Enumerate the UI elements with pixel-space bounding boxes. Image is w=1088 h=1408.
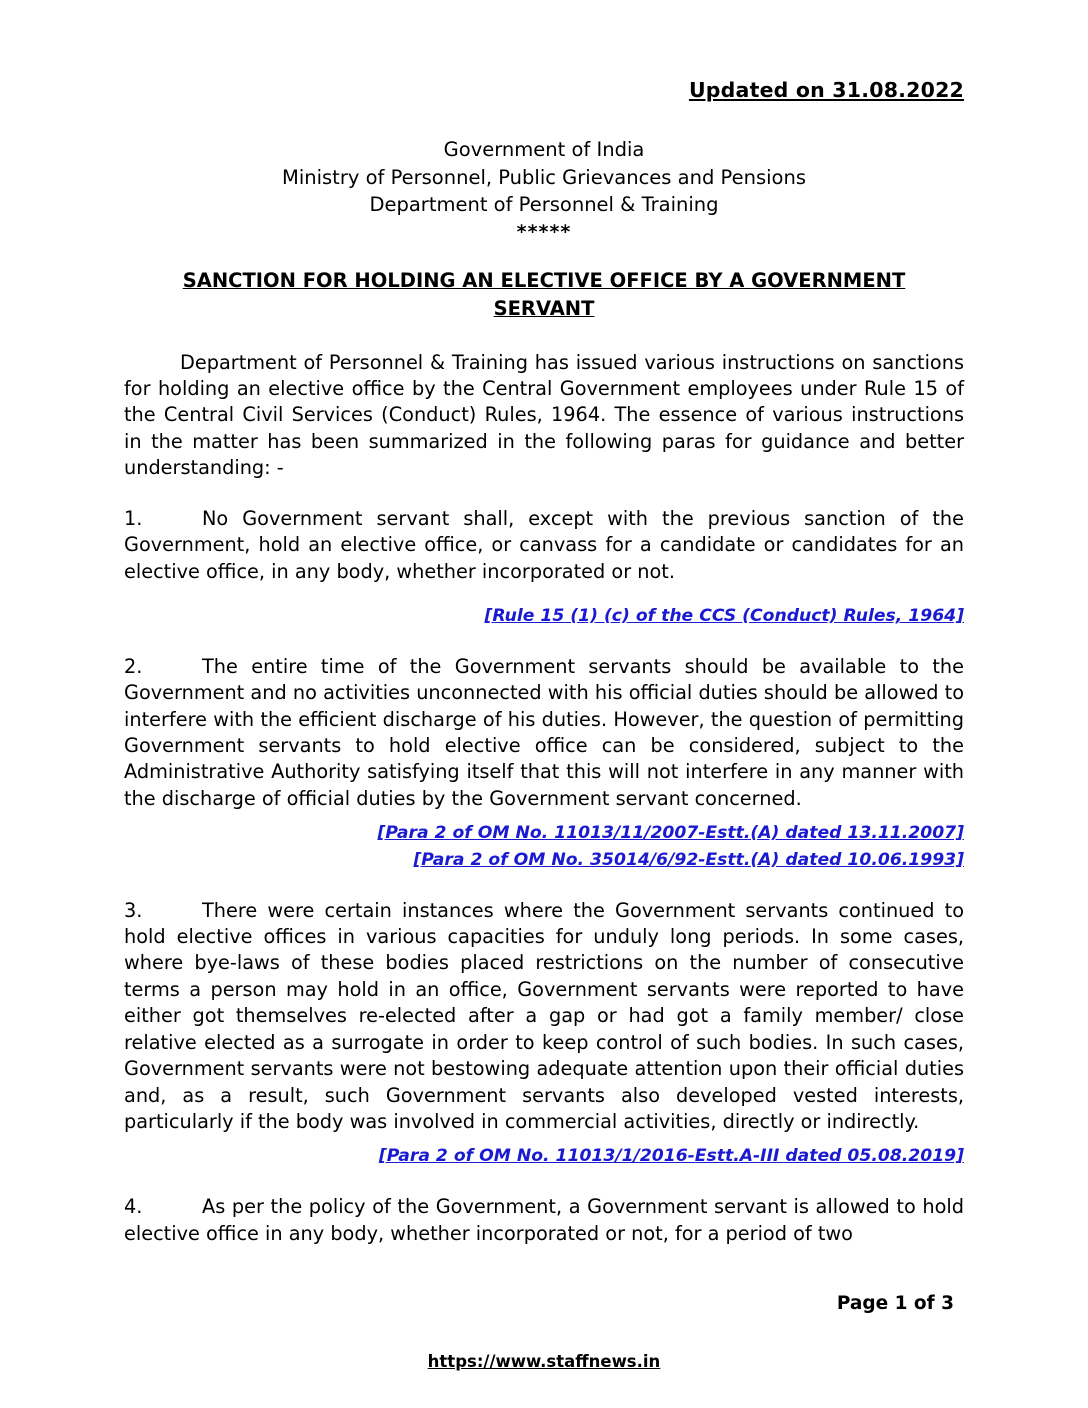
citation: [Para 2 of OM No. 11013/1/2016-Estt.A-III dated 05.08.2019] [378,1146,964,1167]
paragraph-4 [124,1194,964,1247]
paragraph-4-number: 4. [124,1195,143,1219]
paragraph-1-number: 1. [124,506,143,530]
paragraph-2-text: The entire time of the Government servants should be available to the Government and no activities unconnected with his official duties should be allowed to interfere with the efficient discharge of his duties. However, the question of permitting Government servants to hold elective office can be considered, subject to the Administrative Authority satisfying itself that this will not interfere in any manner with the discharge of official duties by the Government servant concerned. [124,654,964,810]
letterhead [124,136,964,219]
letterhead-line-3: Department of Personnel & Training [369,193,719,217]
citation: [Rule 15 (1) (c) of the CCS (Conduct) Rules, 1964] [484,605,964,626]
paragraph-2-number: 2. [124,654,143,678]
paragraph-3-text: There were certain instances where the Government servants continued to hold elective offices in various capacities for unduly long periods. In some cases, where bye-laws of these bodies placed restrictions on the number of consecutive terms a person may hold in an office, Government servants were reported to have either got themselves re-elected after a gap or had got a family member/ close relative elected as a surrogate in order to keep control of such bodies. In such cases, Government servants were not bestowing adequate attention upon their official duties and, as a result, such Government servants also developed vested interests, particularly if the body was involved in commercial activities, directly or indirectly. [124,898,964,1133]
intro-text: Department of Personnel & Training has issued various instructions on sanctions for holding an elective office by the Central Government employees under Rule 15 of the Central Civil Services (Conduct) Rules, 1964. The essence of various instructions in the matter has been summarized in the following paras for guidance and better understanding: - [124,350,964,480]
updated-on-label: Updated on 31.08.2022 [688,78,964,102]
paragraph-3-citations [124,1145,964,1168]
letterhead-line-1: Government of India [443,138,645,161]
paragraph-1-citations [124,605,964,628]
citation: [Para 2 of OM No. 35014/6/92-Estt.(A) dated 10.06.1993] [413,849,964,870]
page-number: Page 1 of 3 [836,1292,954,1314]
citation: [Para 2 of OM No. 11013/11/2007-Estt.(A) dated 13.11.2007] [377,823,964,844]
paragraph-2-citations [124,822,964,871]
paragraph-1 [124,506,964,585]
paragraph-4-text: As per the policy of the Government, a Government servant is allowed to hold elective office in any body, whether incorporated or not, for a period of two [124,1195,964,1245]
paragraph-3-number: 3. [124,898,143,922]
paragraph-1-text: No Government servant shall, except with the previous sanction of the Government, hold an elective office, or canvass for a candidate or candidates for an elective office, in any body, whether incorporated or not. [124,506,964,583]
paragraph-2 [124,654,964,813]
page-title: SANCTION FOR HOLDING AN ELECTIVE OFFICE BY A GOVERNMENT SERVANT [182,269,906,321]
letterhead-separator: ***** [516,221,572,244]
intro-paragraph [124,350,964,482]
source-url: https://www.staffnews.in [427,1351,661,1371]
paragraph-3 [124,898,964,1136]
letterhead-line-2: Ministry of Personnel, Public Grievances and Pensions [282,165,806,189]
